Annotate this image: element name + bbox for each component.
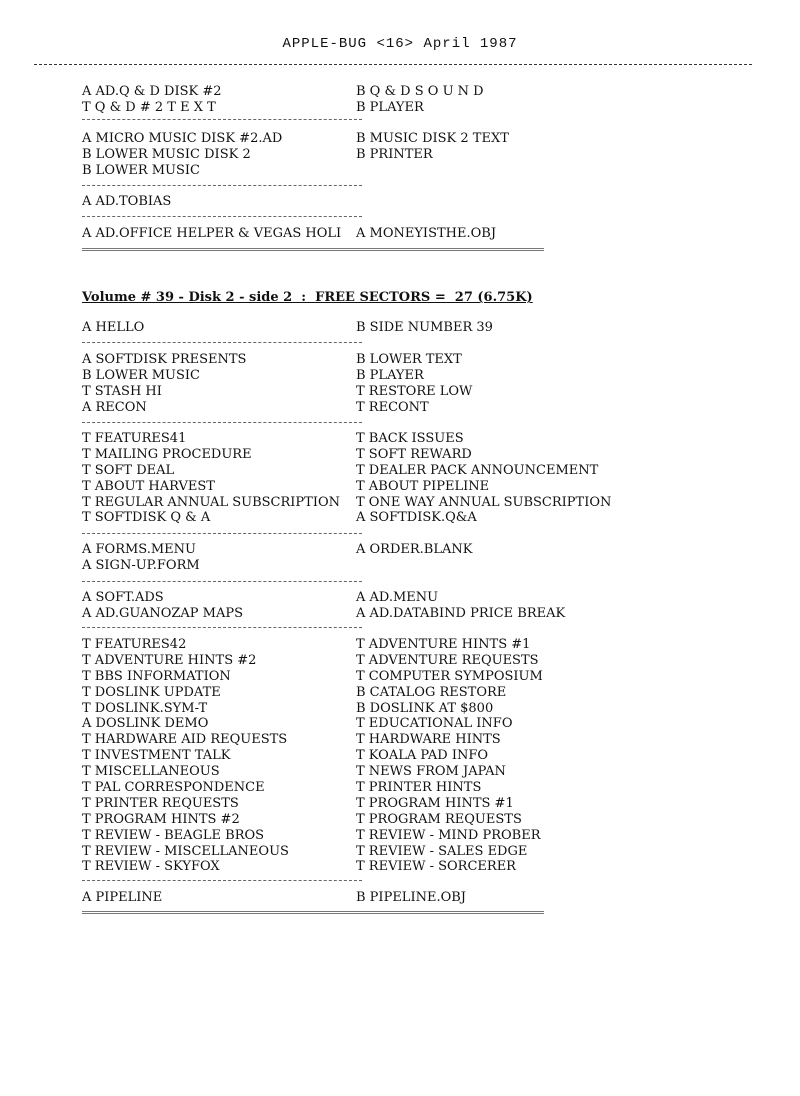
file-entry-left: A AD.TOBIAS bbox=[82, 194, 172, 209]
file-entry-left: T ADVENTURE HINTS #2 bbox=[82, 652, 257, 668]
file-entry-right: T REVIEW - SALES EDGE bbox=[356, 843, 528, 859]
file-entry-left: B LOWER MUSIC bbox=[82, 367, 201, 383]
file-entry-left: T INVESTMENT TALK bbox=[82, 748, 231, 764]
file-entry-left: T HARDWARE AID REQUESTS bbox=[82, 732, 288, 748]
file-entry-right: T KOALA PAD INFO bbox=[356, 748, 489, 764]
file-entry-left: A FORMS.MENU bbox=[82, 542, 197, 557]
section-divider bbox=[82, 581, 362, 582]
listing-row bbox=[82, 796, 602, 812]
listing-row bbox=[82, 163, 602, 179]
listing-row bbox=[82, 606, 602, 622]
listing-row bbox=[82, 732, 602, 748]
listing-row bbox=[82, 131, 602, 147]
file-entry-right: T ADVENTURE REQUESTS bbox=[356, 652, 539, 668]
file-entry-left: T FEATURES41 bbox=[82, 431, 187, 446]
file-entry-left: T REVIEW - SKYFOX bbox=[82, 859, 220, 875]
listing-row bbox=[82, 653, 602, 669]
file-entry-right: T RECONT bbox=[356, 399, 429, 415]
file-entry-left: B LOWER MUSIC bbox=[82, 162, 201, 178]
section-divider bbox=[82, 185, 362, 186]
listing-row bbox=[82, 701, 602, 717]
listing-row bbox=[82, 716, 602, 732]
file-entry-left: T DOSLINK.SYM-T bbox=[82, 700, 208, 716]
file-entry-left: A AD.GUANOZAP MAPS bbox=[82, 605, 244, 621]
listing-section bbox=[82, 890, 602, 906]
listing-row bbox=[82, 748, 602, 764]
file-entry-left: T STASH HI bbox=[82, 383, 162, 399]
section-divider bbox=[82, 911, 544, 914]
file-entry-left: T BBS INFORMATION bbox=[82, 668, 231, 684]
listing-section bbox=[82, 84, 602, 116]
page-header: APPLE-BUG <16> April 1987 bbox=[282, 36, 518, 52]
listing-row bbox=[82, 764, 602, 780]
listing-row bbox=[82, 447, 602, 463]
file-entry-left: T REGULAR ANNUAL SUBSCRIPTION bbox=[82, 494, 340, 510]
listing-row bbox=[82, 400, 602, 416]
listing-row bbox=[82, 859, 602, 875]
file-entry-right: A ORDER.BLANK bbox=[356, 542, 473, 557]
file-entry-right: T PROGRAM HINTS #1 bbox=[356, 795, 514, 811]
listing-section bbox=[82, 320, 602, 336]
file-entry-right: B DOSLINK AT $800 bbox=[356, 700, 494, 716]
listing-row bbox=[82, 844, 602, 860]
file-entry-left: T Q & D # 2 T E X T bbox=[82, 99, 216, 115]
file-entry-right: B PIPELINE.OBJ bbox=[356, 890, 466, 905]
listing-row bbox=[82, 828, 602, 844]
listing-section bbox=[82, 542, 602, 574]
file-entry-left: T PRINTER REQUESTS bbox=[82, 795, 239, 811]
file-entry-left: T PROGRAM HINTS #2 bbox=[82, 811, 240, 827]
listing-row bbox=[82, 637, 602, 653]
file-entry-right: A MONEYISTHE.OBJ bbox=[356, 226, 497, 241]
listing-row bbox=[82, 669, 602, 685]
file-entry-right: A AD.DATABIND PRICE BREAK bbox=[356, 605, 566, 621]
listing-row bbox=[82, 558, 602, 574]
listing-row bbox=[82, 780, 602, 796]
file-entry-right: T BACK ISSUES bbox=[356, 431, 464, 446]
file-entry-right: B PLAYER bbox=[356, 99, 424, 115]
listing-row bbox=[82, 479, 602, 495]
section-divider bbox=[82, 248, 544, 251]
file-entry-left: A PIPELINE bbox=[82, 890, 163, 905]
file-entry-left: T MISCELLANEOUS bbox=[82, 764, 220, 780]
listing-section bbox=[82, 194, 602, 210]
listing-row bbox=[82, 685, 602, 701]
file-entry-right: T COMPUTER SYMPOSIUM bbox=[356, 668, 543, 684]
file-entry-right: T ABOUT PIPELINE bbox=[356, 478, 490, 494]
file-entry-right: T ADVENTURE HINTS #1 bbox=[356, 637, 531, 652]
header-divider bbox=[34, 64, 752, 65]
file-entry-left: T PAL CORRESPONDENCE bbox=[82, 780, 265, 796]
listing-section bbox=[82, 590, 602, 622]
listing-section bbox=[82, 226, 602, 242]
file-entry-left: T FEATURES42 bbox=[82, 637, 187, 652]
volume-heading: Volume # 39 - Disk 2 - side 2 : FREE SECTORS = 27 (6.75K) bbox=[82, 290, 533, 305]
listing-section bbox=[82, 637, 602, 875]
file-entry-right: B MUSIC DISK 2 TEXT bbox=[356, 131, 509, 146]
section-divider bbox=[82, 216, 362, 217]
file-entry-right: T SOFT REWARD bbox=[356, 446, 472, 462]
file-entry-right: B PRINTER bbox=[356, 146, 433, 162]
listing-row bbox=[82, 194, 602, 210]
listing-row bbox=[82, 384, 602, 400]
file-entry-right: T HARDWARE HINTS bbox=[356, 732, 501, 748]
file-entry-left: A SOFTDISK PRESENTS bbox=[82, 352, 247, 367]
file-entry-left: T DOSLINK UPDATE bbox=[82, 684, 221, 700]
listing-row bbox=[82, 431, 602, 447]
file-entry-right: T PRINTER HINTS bbox=[356, 780, 482, 796]
listing-row bbox=[82, 352, 602, 368]
file-entry-right: B PLAYER bbox=[356, 367, 424, 383]
file-entry-right: T ONE WAY ANNUAL SUBSCRIPTION bbox=[356, 494, 612, 510]
section-divider bbox=[82, 533, 362, 534]
file-entry-left: A DOSLINK DEMO bbox=[82, 716, 209, 732]
file-entry-right: A SOFTDISK.Q&A bbox=[356, 510, 477, 526]
file-entry-right: B LOWER TEXT bbox=[356, 352, 462, 367]
file-entry-right: T REVIEW - MIND PROBER bbox=[356, 827, 541, 843]
section-divider bbox=[82, 880, 362, 881]
listing-section bbox=[82, 131, 602, 179]
file-entry-right: B SIDE NUMBER 39 bbox=[356, 320, 493, 335]
file-entry-left: A AD.OFFICE HELPER & VEGAS HOLI bbox=[82, 226, 342, 241]
listing-row bbox=[82, 542, 602, 558]
file-entry-left: B LOWER MUSIC DISK 2 bbox=[82, 146, 251, 162]
section-divider bbox=[82, 422, 362, 423]
file-entry-right: A AD.MENU bbox=[356, 590, 439, 605]
file-entry-left: T SOFT DEAL bbox=[82, 462, 175, 478]
file-entry-right: T PROGRAM REQUESTS bbox=[356, 811, 522, 827]
listing-row bbox=[82, 812, 602, 828]
file-entry-left: T ABOUT HARVEST bbox=[82, 478, 215, 494]
listing-row bbox=[82, 226, 602, 242]
listing-row bbox=[82, 147, 602, 163]
listing-row bbox=[82, 510, 602, 526]
listing-row bbox=[82, 320, 602, 336]
file-entry-right: T NEWS FROM JAPAN bbox=[356, 764, 506, 780]
file-entry-right: T RESTORE LOW bbox=[356, 383, 473, 399]
file-entry-left: A HELLO bbox=[82, 320, 145, 335]
file-entry-left: A MICRO MUSIC DISK #2.AD bbox=[82, 131, 283, 146]
listing-row bbox=[82, 100, 602, 116]
file-entry-left: A SOFT.ADS bbox=[82, 590, 164, 605]
file-entry-left: T REVIEW - BEAGLE BROS bbox=[82, 827, 265, 843]
file-entry-left: T MAILING PROCEDURE bbox=[82, 446, 252, 462]
listing-row bbox=[82, 463, 602, 479]
listing-row bbox=[82, 494, 612, 511]
file-entry-left: A SIGN-UP.FORM bbox=[82, 557, 200, 573]
file-entry-left: A AD.Q & D DISK #2 bbox=[82, 84, 222, 99]
file-entry-left: T SOFTDISK Q & A bbox=[82, 510, 211, 526]
listing-row bbox=[82, 368, 602, 384]
file-entry-right: B Q & D S O U N D bbox=[356, 84, 484, 99]
listing-row bbox=[82, 84, 602, 100]
file-entry-right: T DEALER PACK ANNOUNCEMENT bbox=[356, 462, 599, 478]
listing-row bbox=[82, 890, 602, 906]
file-entry-right: T REVIEW - SORCERER bbox=[356, 859, 516, 875]
listing-section bbox=[82, 431, 612, 526]
file-entry-left: A RECON bbox=[82, 399, 147, 415]
file-entry-right: T EDUCATIONAL INFO bbox=[356, 716, 513, 732]
listing-section bbox=[82, 352, 602, 416]
section-divider bbox=[82, 342, 362, 343]
file-entry-left: T REVIEW - MISCELLANEOUS bbox=[82, 843, 289, 859]
listing-row bbox=[82, 590, 602, 606]
section-divider bbox=[82, 627, 362, 628]
section-divider bbox=[82, 119, 362, 120]
file-entry-right: B CATALOG RESTORE bbox=[356, 684, 507, 700]
